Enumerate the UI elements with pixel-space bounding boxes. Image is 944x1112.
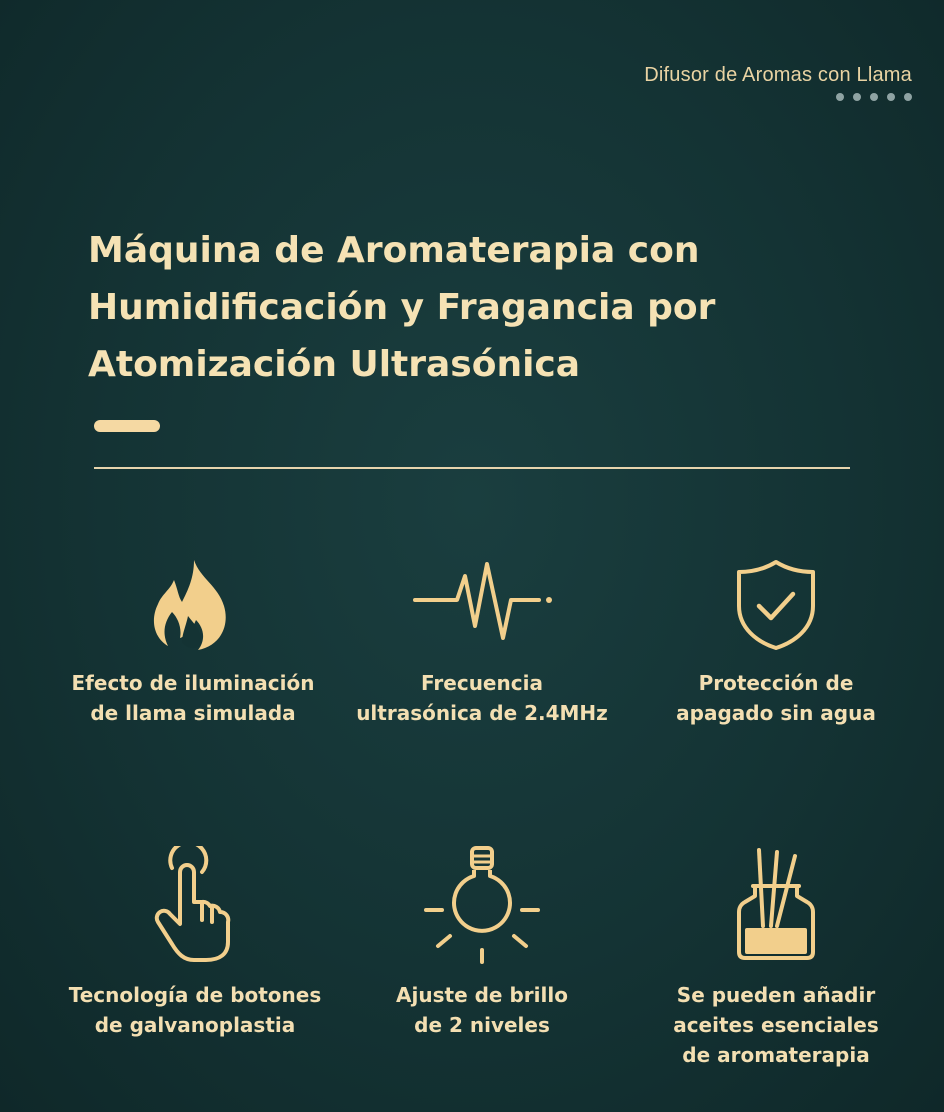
shield-check-icon <box>731 556 821 652</box>
pulse-wave-icon <box>407 556 557 652</box>
pager-dot <box>887 93 895 101</box>
page-title <box>88 222 808 393</box>
light-bulb-icon <box>422 846 542 964</box>
brand-header <box>644 64 912 101</box>
pager-dots <box>644 93 912 101</box>
feature-protection <box>626 556 926 728</box>
feature-label: Tecnología de botones de galvanoplastia <box>68 983 322 1037</box>
feature-buttons <box>45 846 345 1040</box>
flame-icon <box>148 556 238 652</box>
title-line-1: Máquina de Aromaterapia con <box>88 230 700 271</box>
feature-brightness <box>332 846 632 1040</box>
feature-label: Frecuencia ultrasónica de 2.4MHz <box>356 671 608 725</box>
pager-dot <box>870 93 878 101</box>
feature-ultrasonic <box>332 556 632 728</box>
feature-essential-oils <box>626 846 926 1070</box>
pager-dot <box>836 93 844 101</box>
pager-dot <box>904 93 912 101</box>
pager-dot <box>853 93 861 101</box>
title-line-2: Humidificación y Fragancia por <box>88 287 716 328</box>
reed-diffuser-icon <box>731 846 821 964</box>
feature-label: Se pueden añadir aceites esenciales de aromaterapia <box>673 983 879 1067</box>
feature-label: Protección de apagado sin agua <box>676 671 876 725</box>
feature-label: Efecto de iluminación de llama simulada <box>71 671 315 725</box>
title-line-3: Atomización Ultrasónica <box>88 344 581 385</box>
divider <box>94 467 850 469</box>
feature-label: Ajuste de brillo de 2 niveles <box>396 983 568 1037</box>
touch-finger-icon <box>150 846 240 964</box>
feature-flame <box>43 556 343 728</box>
accent-bar <box>94 420 160 432</box>
brand-name: Difusor de Aromas con Llama <box>644 64 912 86</box>
